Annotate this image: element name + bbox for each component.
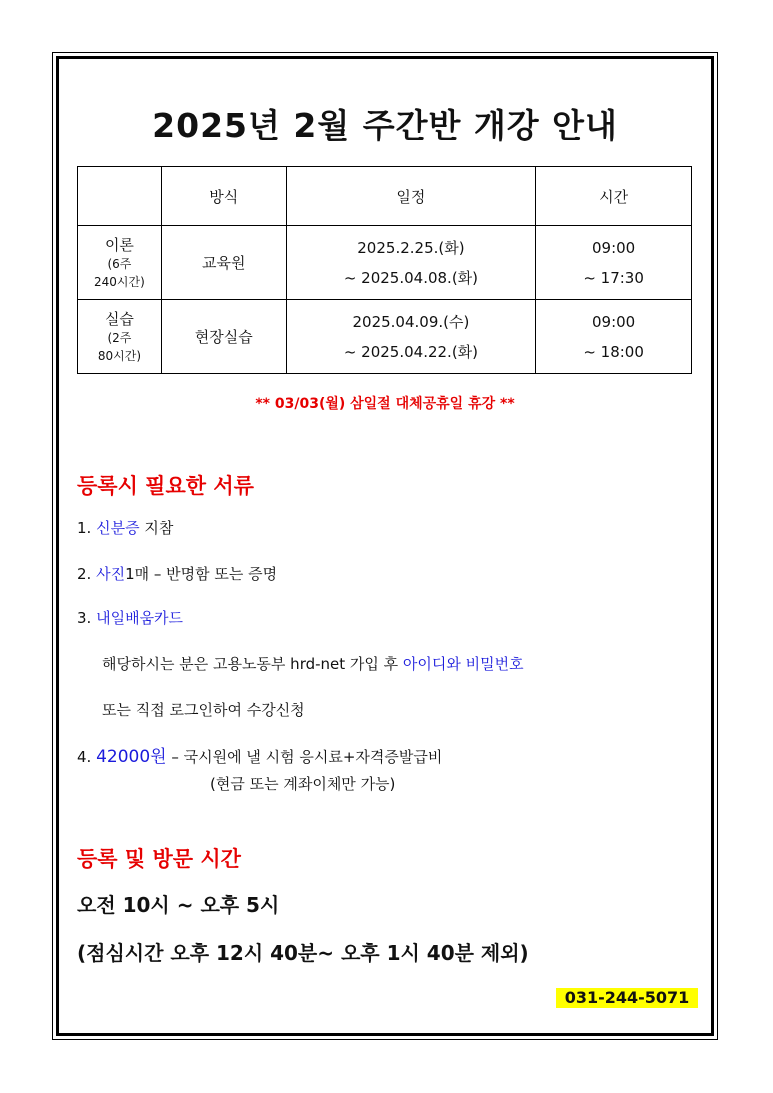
holiday-notice: ** 03/03(월) 삼일절 대체공휴일 휴강 ** [255, 396, 515, 412]
row-date-to: ~ 2025.04.08.(화) [343, 268, 479, 287]
table-header-method: 방식 [161, 167, 286, 226]
schedule-table [77, 166, 692, 374]
doc-item-text: 지참 [139, 519, 174, 537]
doc-item-number: 1. [77, 519, 92, 537]
doc-item-highlight-password: 비밀번호 [465, 655, 524, 673]
doc-item-card-detail-2: 또는 직접 로그인하여 수강신청 [102, 701, 305, 719]
row-type-duration-hours: 240시간) [94, 275, 145, 289]
doc-item-card-detail [102, 653, 524, 674]
visit-hours: 오전 10시 ~ 오후 5시 [77, 893, 280, 917]
row-time-to: ~ 17:30 [583, 268, 644, 287]
doc-item-highlight: 42000원 [96, 747, 167, 767]
row-type: 이론 [104, 236, 134, 254]
page-title: 2025년 2월 주간반 개강 안내 [152, 106, 618, 145]
row-time-from: 09:00 [592, 312, 636, 331]
row-method: 교육원 [161, 226, 286, 300]
doc-item-highlight: 사진 [96, 565, 126, 583]
doc-item-text: – 국시원에 낼 시험 응시료+자격증발급비 [166, 748, 443, 766]
row-type-duration-weeks: (2주 [107, 331, 132, 345]
doc-item-number: 4. [77, 748, 92, 766]
table-header-time: 시간 [536, 167, 692, 226]
row-type-duration-hours: 80시간) [97, 349, 141, 363]
doc-item-highlight: 신분증 [96, 519, 140, 537]
table-row [78, 300, 692, 374]
row-time-to: ~ 18:00 [583, 342, 644, 361]
row-date-from: 2025.2.25.(화) [357, 238, 465, 257]
visit-heading: 등록 및 방문 시간 [77, 847, 241, 871]
row-schedule-cell [286, 300, 536, 374]
documents-heading: 등록시 필요한 서류 [77, 474, 254, 498]
row-date-from: 2025.04.09.(수) [352, 312, 470, 331]
doc-item-number: 2. [77, 565, 92, 583]
table-header-row [78, 167, 692, 226]
row-time-from: 09:00 [592, 238, 636, 257]
doc-item-id [77, 517, 173, 538]
row-type-cell [78, 226, 162, 300]
row-type-duration-weeks: (6주 [107, 257, 132, 271]
doc-item-fee-note: (현금 또는 계좌이체만 가능) [210, 775, 396, 793]
doc-item-text: 1매 – 반명함 또는 증명 [125, 565, 278, 583]
row-method: 현장실습 [161, 300, 286, 374]
row-date-to: ~ 2025.04.22.(화) [343, 342, 479, 361]
phone-number: 031-244-5071 [556, 988, 698, 1008]
row-time-cell [536, 226, 692, 300]
table-header-empty [78, 167, 162, 226]
doc-item-number: 3. [77, 609, 92, 627]
doc-item-photo [77, 563, 277, 584]
doc-item-text: 해당하시는 분은 고용노동부 hrd-net 가입 후 [102, 655, 403, 673]
table-header-schedule: 일정 [286, 167, 536, 226]
row-time-cell [536, 300, 692, 374]
row-type: 실습 [104, 310, 134, 328]
row-type-cell [78, 300, 162, 374]
doc-item-card [77, 607, 183, 628]
table-row [78, 226, 692, 300]
doc-item-highlight: 내일배움카드 [96, 609, 184, 627]
doc-item-fee [77, 742, 442, 767]
row-schedule-cell [286, 226, 536, 300]
visit-lunch-note: (점심시간 오후 12시 40분~ 오후 1시 40분 제외) [77, 941, 529, 965]
doc-item-highlight-id: 아이디와 [402, 655, 461, 673]
